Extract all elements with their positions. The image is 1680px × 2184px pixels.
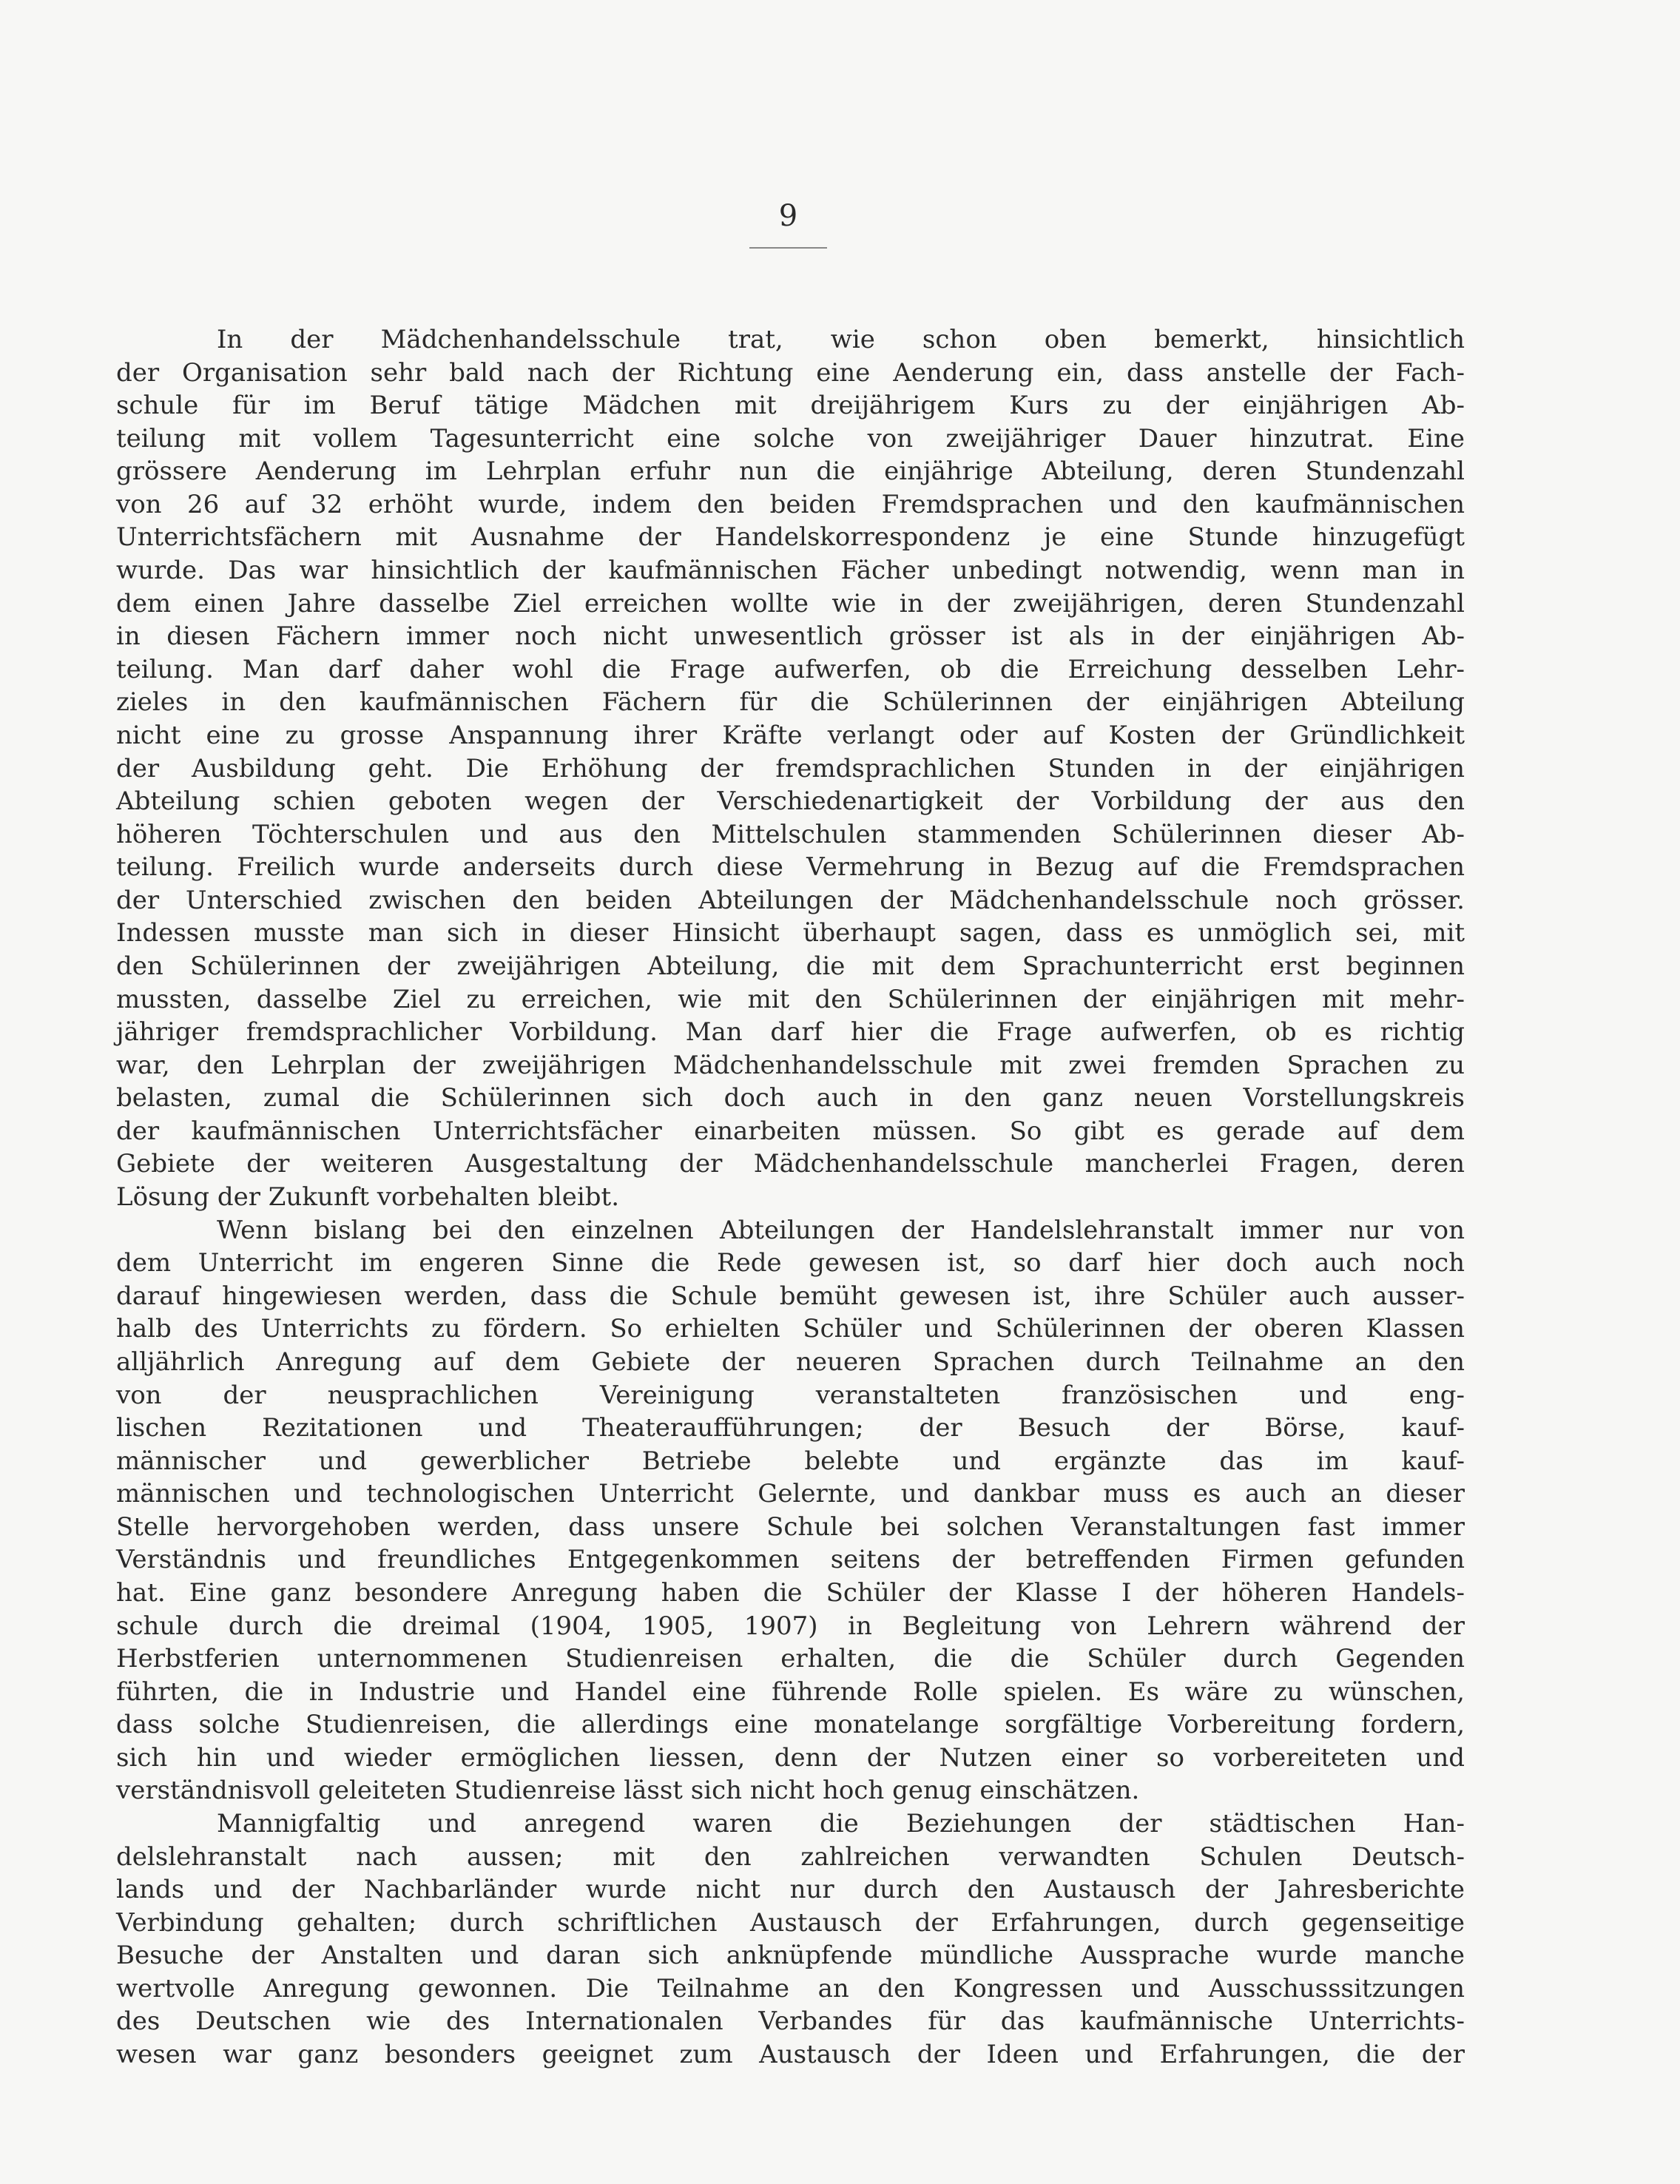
text-line: verständnisvoll geleiteten Studienreise lässt sich nicht hoch genug einschätzen. (116, 1776, 1140, 1806)
text-line: Lösung der Zukunft vorbehalten bleibt. (116, 1182, 619, 1213)
text-line: führten, die in Industrie und Handel eine führende Rolle spielen. Es wäre zu wünschen, (116, 1676, 1465, 1707)
text-line: jähriger fremdsprachlicher Vorbildung. Man darf hier die Frage aufwerfen, ob es richtig (116, 1017, 1465, 1048)
text-line: Verbindung gehalten; durch schriftlichen Austausch der Erfahrungen, durch gegenseitige (116, 1907, 1465, 1938)
text-line: von 26 auf 32 erhöht wurde, indem den beiden Fremdsprachen und den kaufmännischen (116, 489, 1465, 519)
text-line: Abteilung schien geboten wegen der Verschiedenartigkeit der Vorbildung der aus den (116, 786, 1465, 817)
text-line: war, den Lehrplan der zweijährigen Mädchenhandelsschule mit zwei fremden Sprachen zu (116, 1050, 1465, 1080)
page-number: 9 (749, 201, 827, 249)
text-line: darauf hingewiesen werden, dass die Schule bemüht gewesen ist, ihre Schüler auch ausser- (116, 1281, 1465, 1311)
text-line: halb des Unterrichts zu fördern. So erhielten Schüler und Schülerinnen der oberen Klassen (116, 1314, 1465, 1344)
text-line: der Unterschied zwischen den beiden Abteilungen der Mädchenhandelsschule noch grösser. (116, 885, 1465, 915)
text-line: teilung. Man darf daher wohl die Frage aufwerfen, ob die Erreichung desselben Lehr- (116, 654, 1465, 684)
text-line: wurde. Das war hinsichtlich der kaufmännischen Fächer unbedingt notwendig, wenn man in (116, 556, 1465, 586)
text-line: der kaufmännischen Unterrichtsfächer einarbeiten müssen. So gibt es gerade auf dem (116, 1116, 1465, 1146)
text-line: der Organisation sehr bald nach der Richtung eine Aenderung ein, dass anstelle der Fach- (116, 357, 1465, 388)
text-line: zieles in den kaufmännischen Fächern für die Schülerinnen der einjährigen Abteilung (116, 687, 1465, 718)
text-line: lischen Rezitationen und Theateraufführungen; der Besuch der Börse, kauf- (116, 1413, 1465, 1443)
text-line: höheren Töchterschulen und aus den Mittelschulen stammenden Schülerinnen dieser Ab- (116, 819, 1465, 849)
text-line: des Deutschen wie des Internationalen Verbandes für das kaufmännische Unterrichts- (116, 2006, 1465, 2037)
text-line: grössere Aenderung im Lehrplan erfuhr nun die einjährige Abteilung, deren Stundenzahl (116, 456, 1465, 487)
text-line: schule durch die dreimal (1904, 1905, 1907) in Begleitung von Lehrern während der (116, 1611, 1465, 1641)
text-line: Verständnis und freundliches Entgegenkommen seitens der betreffenden Firmen gefunden (116, 1545, 1465, 1575)
text-line: wertvolle Anregung gewonnen. Die Teilnahme an den Kongressen und Ausschusssitzungen (116, 1973, 1465, 2003)
body-text (116, 323, 1465, 2072)
text-line: Indessen musste man sich in dieser Hinsicht überhaupt sagen, dass es unmöglich sei, mit (116, 918, 1465, 948)
text-line: Wenn bislang bei den einzelnen Abteilungen der Handelslehranstalt immer nur von (217, 1215, 1465, 1245)
text-line: von der neusprachlichen Vereinigung veranstalteten französischen und eng- (116, 1380, 1465, 1410)
text-line: sich hin und wieder ermöglichen liessen, denn der Nutzen einer so vorbereiteten und (116, 1742, 1465, 1773)
text-line: teilung mit vollem Tagesunterricht eine solche von zweijähriger Dauer hinzutrat. Eine (116, 423, 1465, 454)
text-line: in diesen Fächern immer noch nicht unwesentlich grösser ist als in der einjährigen Ab- (116, 621, 1465, 652)
text-line: Stelle hervorgehoben werden, dass unsere Schule bei solchen Veranstaltungen fast immer (116, 1511, 1465, 1542)
text-line: Gebiete der weiteren Ausgestaltung der Mädchenhandelsschule mancherlei Fragen, deren (116, 1149, 1465, 1179)
text-line: Herbstferien unternommenen Studienreisen erhalten, die die Schüler durch Gegenden (116, 1644, 1465, 1674)
text-line: dass solche Studienreisen, die allerdings eine monatelange sorgfältige Vorbereitung fordern, (116, 1710, 1465, 1740)
text-line: nicht eine zu grosse Anspannung ihrer Kräfte verlangt oder auf Kosten der Gründlichkeit (116, 720, 1465, 750)
text-line: der Ausbildung geht. Die Erhöhung der fremdsprachlichen Stunden in der einjährigen (116, 753, 1465, 783)
text-line: belasten, zumal die Schülerinnen sich doch auch in den ganz neuen Vorstellungskreis (116, 1083, 1465, 1113)
text-line: alljährlich Anregung auf dem Gebiete der neueren Sprachen durch Teilnahme an den (116, 1347, 1465, 1377)
text-line: wesen war ganz besonders geeignet zum Austausch der Ideen und Erfahrungen, die der (116, 2040, 1465, 2070)
text-line: In der Mädchenhandelsschule trat, wie schon oben bemerkt, hinsichtlich (217, 325, 1465, 354)
text-line: männischer und gewerblicher Betriebe belebte und ergänzte das im kauf- (116, 1446, 1465, 1476)
text-line: hat. Eine ganz besondere Anregung haben die Schüler der Klasse I der höheren Handels- (116, 1577, 1465, 1608)
text-line: schule für im Beruf tätige Mädchen mit dreijährigem Kurs zu der einjährigen Ab- (116, 391, 1465, 421)
text-line: dem Unterricht im engeren Sinne die Rede gewesen ist, so darf hier doch auch noch (116, 1248, 1465, 1278)
text-line: Unterrichtsfächern mit Ausnahme der Handelskorrespondenz je eine Stunde hinzugefügt (116, 522, 1465, 553)
text-line: Mannigfaltig und anregend waren die Beziehungen der städtischen Han- (217, 1809, 1465, 1839)
text-line: Besuche der Anstalten und daran sich anknüpfende mündliche Aussprache wurde manche (116, 1941, 1465, 1971)
text-line: mussten, dasselbe Ziel zu erreichen, wie mit den Schülerinnen der einjährigen mit mehr- (116, 984, 1465, 1014)
text-line: teilung. Freilich wurde anderseits durch diese Vermehrung in Bezug auf die Fremdsprachen (116, 852, 1465, 883)
text-line: männischen und technologischen Unterricht Gelernte, und dankbar muss es auch an dieser (116, 1479, 1465, 1509)
text-line: lands und der Nachbarländer wurde nicht nur durch den Austausch der Jahresberichte (116, 1875, 1465, 1905)
text-line: dem einen Jahre dasselbe Ziel erreichen wollte wie in der zweijährigen, deren Stundenzahl (116, 588, 1465, 619)
text-line: delslehranstalt nach aussen; mit den zahlreichen verwandten Schulen Deutsch- (116, 1841, 1465, 1872)
text-line: den Schülerinnen der zweijährigen Abteilung, die mit dem Sprachunterricht erst beginnen (116, 951, 1465, 981)
